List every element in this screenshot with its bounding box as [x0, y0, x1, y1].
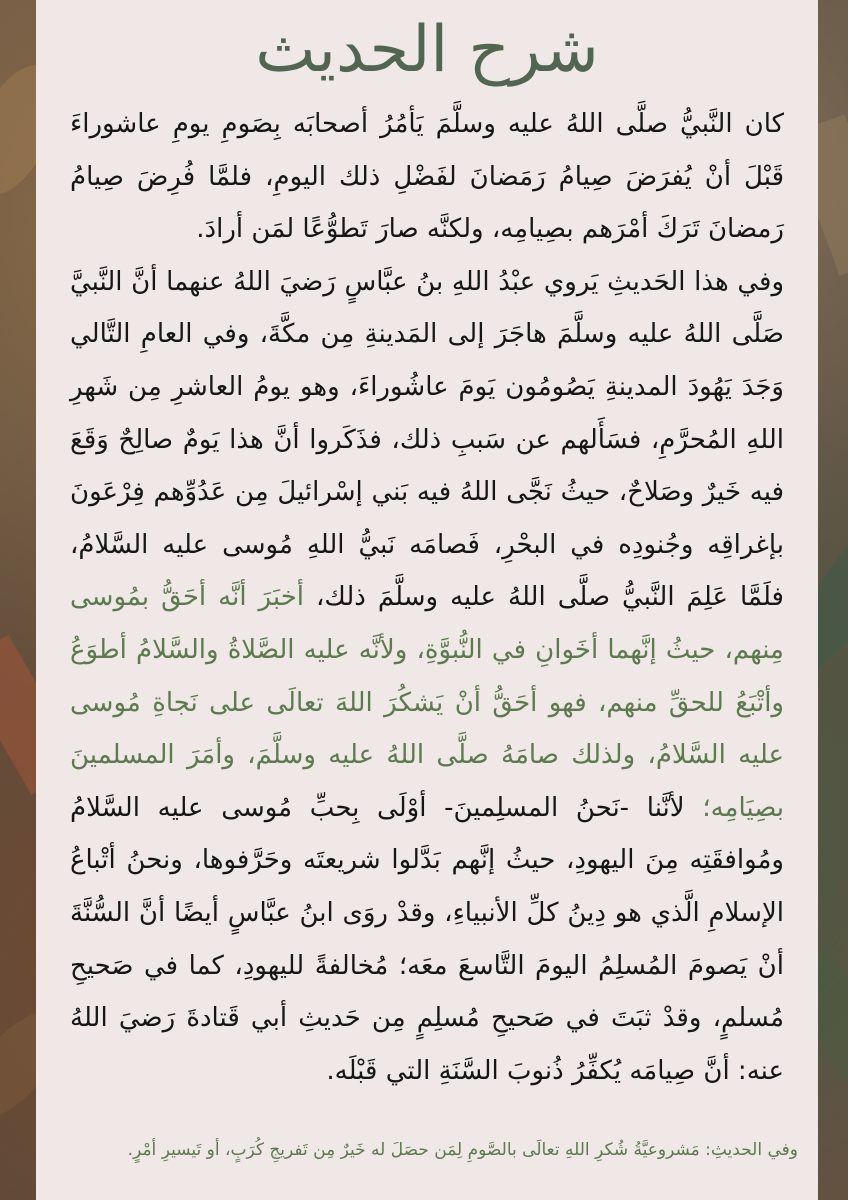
page-title: شرح الحديث	[255, 13, 599, 87]
paragraph-main-continued: لأنَّنا -نَحنُ المسلِمينَ- أوْلَى بِحبِّ مُوسى عليه السَّلامُ ومُوافقَتِه مِنَ اليهودِ، حيثُ إنَّهم بَدَّلوا شريعتَه وحَرَّفوها، ونحنُ أتْباعُ الإسلامِ الَّذي هو دِينُ كلِّ الأنبياءِ، وقدْ روَى ابنُ عبَّاسٍ أيضًا أنَّ السُّنَّةَ أنْ يَصومَ المُسلِمُ اليومَ التَّاسعَ معَه؛ مُخالفةً لليهودِ، كما في صَحيحِ مُسلمٍ، وقدْ ثبَتَ في صَحيحِ مُسلِمٍ مِن حَديثِ أبي قَتادةَ رَضيَ اللهُ عنه: أنَّ صِيامَه يُكفِّرُ ذُنوبَ السَّنَةِ التي قَبْلَه.	[70, 792, 784, 1086]
paragraph-main	[70, 256, 784, 1098]
content-panel	[36, 0, 818, 1200]
paragraph-main-text: وفي هذا الحَديثِ يَروي عبْدُ اللهِ بنُ عبَّاسٍ رَضيَ اللهُ عنهما أنَّ النَّبيَّ صَلَّى اللهُ عليه وسلَّمَ هاجَرَ إلى المَدينةِ مِن مكَّةَ، وفي العامِ التَّالي وَجَدَ يَهُودَ المدينةِ يَصُومُون يَومَ عاشُوراءَ، وهو يومُ العاشرِ مِن شَهرِ اللهِ المُحرَّمِ، فسَأَلهم عن سَببِ ذلك، فذَكَروا أنَّ هذا يَومٌ صالِحٌ وَقَعَ فيه خَيرٌ وصَلاحٌ، حيثُ نَجَّى اللهُ فيه بَني إسْرائيلَ مِن عَدُوِّهم فِرْعَونَ بإغراقِه وجُنودِه في البحْرِ، فَصامَه نَبيُّ اللهِ مُوسى عليه السَّلامُ، فلَمَّا عَلِمَ النَّبيُّ صلَّى اللهُ عليه وسلَّمَ ذلك،	[70, 266, 784, 613]
footer-note: وفي الحديثِ: مَشروعيَّةُ شُكرِ اللهِ تعالَى بالصَّومِ لِمَن حصَلَ له خَيرٌ مِن تَفريجِ كُرَبٍ، أو تَيسيرِ أمْرٍ.	[127, 1140, 798, 1160]
paragraph-intro: كان النَّبيُّ صلَّى اللهُ عليه وسلَّمَ يَأمُرُ أصحابَه بِصَومِ يومِ عاشوراءَ قَبْلَ أنْ يُفرَضَ صِيامُ رَمَضانَ لفَضْلِ ذلك اليومِ، فلمَّا فُرِضَ صِيامُ رَمضانَ تَرَكَ أمْرَهم بصِيامِه، ولكنَّه صارَ تَطوُّعًا لمَن أرادَ.	[70, 109, 784, 245]
hadith-explanation	[70, 98, 784, 1097]
highlighted-text: أخبَرَ أنَّه أحَقُّ بمُوسى مِنهم، حيثُ إنَّهما أخَوانِ في النُّبوَّةِ، ولأنَّه عليه الصَّلاةُ والسَّلامُ أطوَعُ وأتْبَعُ للحقِّ منهم، فهو أحَقُّ أنْ يَشكُرَ اللهَ تعالَى على نَجاةِ مُوسى عليه السَّلامُ، ولذلك صامَهُ صلَّى اللهُ عليه وسلَّمَ، وأمَرَ المسلمينَ بصِيَامِه؛	[70, 582, 784, 823]
